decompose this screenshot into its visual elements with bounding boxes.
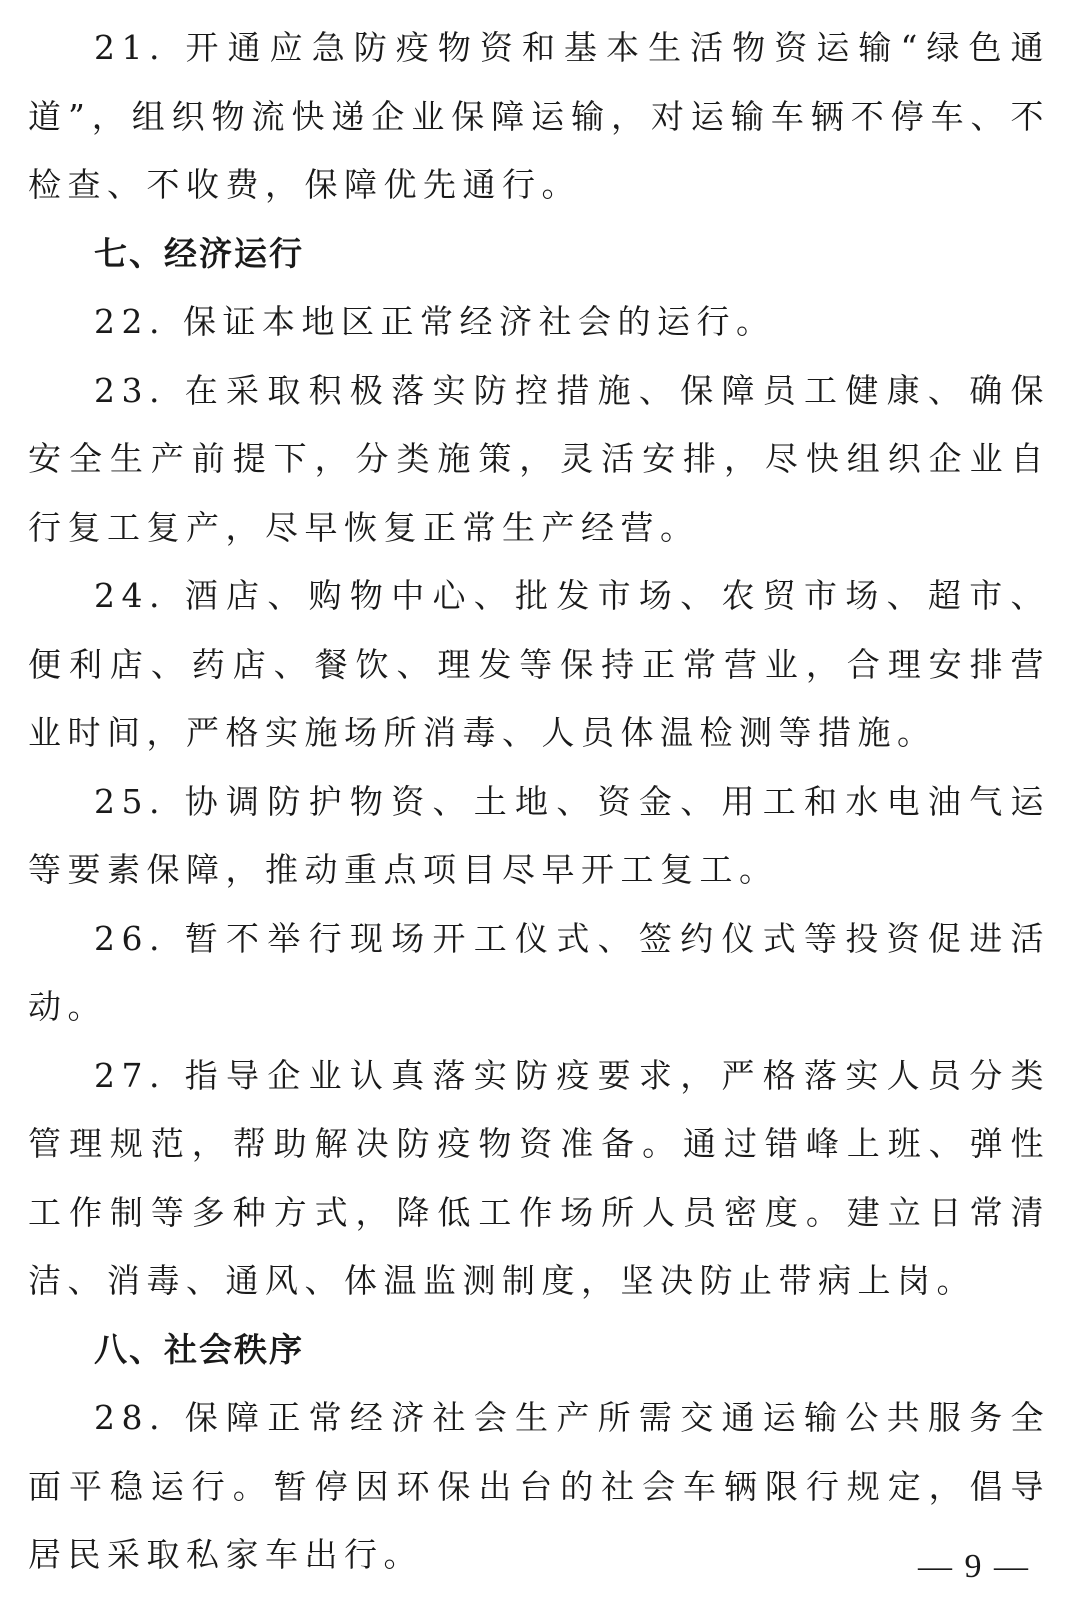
paragraph-26: 26. 暂不举行现场开工仪式、签约仪式等投资促进活动。: [28, 918, 1050, 1026]
paragraph-22: 22. 保证本地区正常经济社会的运行。: [94, 302, 776, 341]
paragraph-25: 25. 协调防护物资、土地、资金、用工和水电油气运等要素保障，推动重点项目尽早开工复工。: [28, 781, 1050, 889]
paragraph-28: 28. 保障正常经济社会生产所需交通运输公共服务全面平稳运行。暂停因环保出台的社会车辆限行规定，倡导居民采取私家车出行。: [28, 1398, 1050, 1574]
paragraph-21: 21. 开通应急防疫物资和基本生活物资运输“绿色通道”，组织物流快递企业保障运输，对运输车辆不停车、不检查、不收费，保障优先通行。: [28, 28, 1050, 204]
paragraph-27: 27. 指导企业认真落实防疫要求，严格落实人员分类管理规范，帮助解决防疫物资准备。通过错峰上班、弹性工作制等多种方式，降低工作场所人员密度。建立日常清洁、消毒、通风、体温监测制度，坚决防止带病上岗。: [28, 1055, 1050, 1300]
section-heading-economy: 七、经济运行: [94, 233, 304, 273]
section-heading-social-order: 八、社会秩序: [94, 1329, 304, 1369]
document-body: [28, 14, 1050, 1590]
page-number: — 9 —: [918, 1548, 1030, 1585]
paragraph-24: 24. 酒店、购物中心、批发市场、农贸市场、超市、便利店、药店、餐饮、理发等保持正常营业，合理安排营业时间，严格实施场所消毒、人员体温检测等措施。: [28, 576, 1050, 752]
paragraph-23: 23. 在采取积极落实防控措施、保障员工健康、确保安全生产前提下，分类施策，灵活安排，尽快组织企业自行复工复产，尽早恢复正常生产经营。: [28, 370, 1050, 547]
